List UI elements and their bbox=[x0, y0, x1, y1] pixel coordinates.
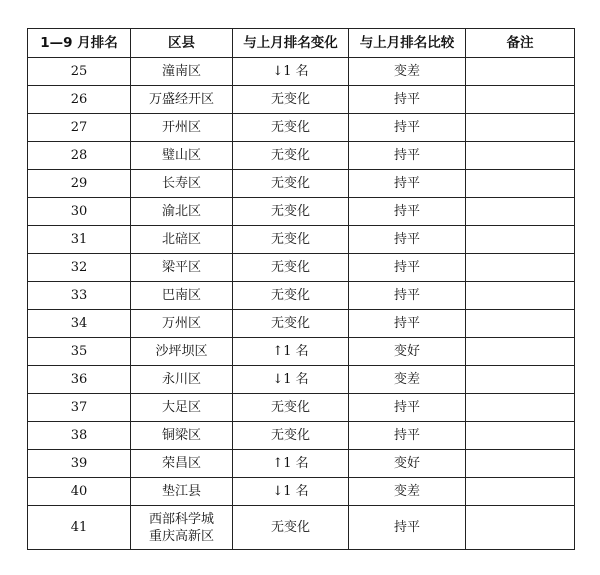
district-cell: 长寿区 bbox=[131, 170, 233, 198]
district-cell: 荣昌区 bbox=[131, 450, 233, 478]
district-cell: 垫江县 bbox=[131, 478, 233, 506]
note-cell bbox=[466, 506, 575, 550]
change-cell: 无变化 bbox=[233, 254, 349, 282]
header-comparison: 与上月排名比较 bbox=[349, 29, 466, 58]
district-cell: 铜梁区 bbox=[131, 422, 233, 450]
note-cell bbox=[466, 310, 575, 338]
change-cell: 无变化 bbox=[233, 506, 349, 550]
rank-cell: 41 bbox=[28, 506, 131, 550]
table-row bbox=[28, 506, 575, 550]
header-row bbox=[28, 29, 575, 58]
change-cell: 无变化 bbox=[233, 86, 349, 114]
table-row bbox=[28, 478, 575, 506]
table-row bbox=[28, 366, 575, 394]
table-row bbox=[28, 422, 575, 450]
district-cell: 万州区 bbox=[131, 310, 233, 338]
change-cell: 无变化 bbox=[233, 114, 349, 142]
note-cell bbox=[466, 366, 575, 394]
note-cell bbox=[466, 142, 575, 170]
note-cell bbox=[466, 478, 575, 506]
note-cell bbox=[466, 170, 575, 198]
note-cell bbox=[466, 226, 575, 254]
comparison-cell: 持平 bbox=[349, 254, 466, 282]
note-cell bbox=[466, 198, 575, 226]
comparison-cell: 变好 bbox=[349, 338, 466, 366]
comparison-cell: 持平 bbox=[349, 310, 466, 338]
table-row bbox=[28, 86, 575, 114]
table-row bbox=[28, 58, 575, 86]
rank-cell: 30 bbox=[28, 198, 131, 226]
district-cell: 西部科学城 重庆高新区 bbox=[131, 506, 233, 550]
change-cell: ↓1 名 bbox=[233, 478, 349, 506]
district-cell: 梁平区 bbox=[131, 254, 233, 282]
table-row bbox=[28, 226, 575, 254]
note-cell bbox=[466, 58, 575, 86]
rank-cell: 28 bbox=[28, 142, 131, 170]
district-cell: 巴南区 bbox=[131, 282, 233, 310]
comparison-cell: 持平 bbox=[349, 114, 466, 142]
header-rank: 1—9 月排名 bbox=[28, 29, 131, 58]
change-cell: ↑1 名 bbox=[233, 450, 349, 478]
rank-cell: 29 bbox=[28, 170, 131, 198]
table-row bbox=[28, 198, 575, 226]
comparison-cell: 持平 bbox=[349, 86, 466, 114]
change-cell: ↓1 名 bbox=[233, 366, 349, 394]
rank-cell: 31 bbox=[28, 226, 131, 254]
change-cell: 无变化 bbox=[233, 198, 349, 226]
district-cell: 万盛经开区 bbox=[131, 86, 233, 114]
table-body bbox=[28, 58, 575, 550]
table-row bbox=[28, 310, 575, 338]
comparison-cell: 持平 bbox=[349, 506, 466, 550]
header-change: 与上月排名变化 bbox=[233, 29, 349, 58]
rank-cell: 40 bbox=[28, 478, 131, 506]
table-row bbox=[28, 114, 575, 142]
rank-cell: 38 bbox=[28, 422, 131, 450]
comparison-cell: 变好 bbox=[349, 450, 466, 478]
note-cell bbox=[466, 254, 575, 282]
table-row bbox=[28, 450, 575, 478]
note-cell bbox=[466, 422, 575, 450]
change-cell: ↓1 名 bbox=[233, 58, 349, 86]
note-cell bbox=[466, 86, 575, 114]
table-row bbox=[28, 254, 575, 282]
table-row bbox=[28, 282, 575, 310]
comparison-cell: 持平 bbox=[349, 142, 466, 170]
table-row bbox=[28, 338, 575, 366]
change-cell: 无变化 bbox=[233, 282, 349, 310]
rank-cell: 35 bbox=[28, 338, 131, 366]
change-cell: 无变化 bbox=[233, 422, 349, 450]
rank-cell: 36 bbox=[28, 366, 131, 394]
ranking-table bbox=[27, 28, 575, 550]
rank-cell: 25 bbox=[28, 58, 131, 86]
change-cell: ↑1 名 bbox=[233, 338, 349, 366]
note-cell bbox=[466, 338, 575, 366]
note-cell bbox=[466, 282, 575, 310]
comparison-cell: 持平 bbox=[349, 282, 466, 310]
comparison-cell: 持平 bbox=[349, 394, 466, 422]
comparison-cell: 变差 bbox=[349, 478, 466, 506]
district-cell: 大足区 bbox=[131, 394, 233, 422]
comparison-cell: 持平 bbox=[349, 170, 466, 198]
rank-cell: 33 bbox=[28, 282, 131, 310]
note-cell bbox=[466, 114, 575, 142]
table-row bbox=[28, 170, 575, 198]
header-district: 区县 bbox=[131, 29, 233, 58]
note-cell bbox=[466, 394, 575, 422]
table-header bbox=[28, 29, 575, 58]
table-row bbox=[28, 394, 575, 422]
rank-cell: 37 bbox=[28, 394, 131, 422]
comparison-cell: 持平 bbox=[349, 198, 466, 226]
comparison-cell: 变差 bbox=[349, 58, 466, 86]
header-note: 备注 bbox=[466, 29, 575, 58]
rank-cell: 32 bbox=[28, 254, 131, 282]
change-cell: 无变化 bbox=[233, 142, 349, 170]
change-cell: 无变化 bbox=[233, 394, 349, 422]
district-cell: 璧山区 bbox=[131, 142, 233, 170]
rank-cell: 26 bbox=[28, 86, 131, 114]
change-cell: 无变化 bbox=[233, 170, 349, 198]
table-row bbox=[28, 142, 575, 170]
change-cell: 无变化 bbox=[233, 226, 349, 254]
district-cell: 沙坪坝区 bbox=[131, 338, 233, 366]
rank-cell: 34 bbox=[28, 310, 131, 338]
change-cell: 无变化 bbox=[233, 310, 349, 338]
rank-cell: 39 bbox=[28, 450, 131, 478]
district-cell: 潼南区 bbox=[131, 58, 233, 86]
district-cell: 开州区 bbox=[131, 114, 233, 142]
district-cell: 永川区 bbox=[131, 366, 233, 394]
district-cell: 北碚区 bbox=[131, 226, 233, 254]
comparison-cell: 持平 bbox=[349, 422, 466, 450]
note-cell bbox=[466, 450, 575, 478]
comparison-cell: 持平 bbox=[349, 226, 466, 254]
rank-cell: 27 bbox=[28, 114, 131, 142]
district-cell: 渝北区 bbox=[131, 198, 233, 226]
comparison-cell: 变差 bbox=[349, 366, 466, 394]
